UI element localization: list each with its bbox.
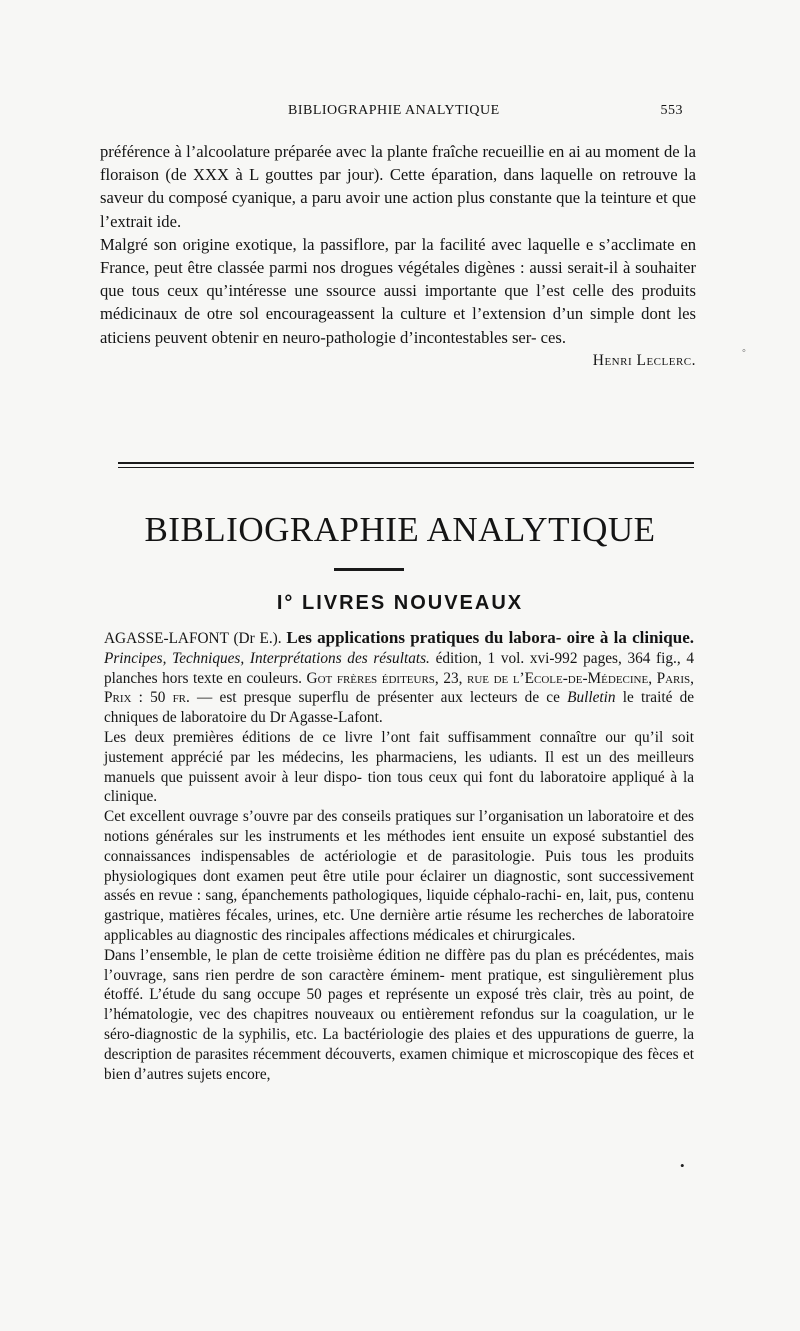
review-book-subtitle: Principes, Techniques, Interprétations des résultats.	[104, 649, 430, 667]
subsection-title: I° LIVRES NOUVEAUX	[276, 592, 524, 614]
intro-paragraph-1: préférence à l’alcoolature préparée avec la plante fraîche recueillie en ai au moment de la floraison (de XXX à L gouttes par jour). Cette éparation, dans laquelle on retrouve la saveur du composé cyanique, a paru avoir une action plus constante que la teinture et que l’extrait ide.	[100, 142, 696, 231]
review-publication: édition, 1 vol. xvi-992 pages, 364 fig., 4 planches hors texte en couleurs.	[104, 649, 695, 687]
review-paragraph-1: Les deux premières éditions de ce livre l’ont fait suffisamment connaître our qu’il soit justement apprécié par les médecins, les pharmaciens, les udiants. Il est un des meilleurs manuels que puissent avoir à leur dispo- tion tous ceux qui font du laboratoire appliqué à la clinique.	[104, 728, 694, 806]
section-title: BIBLIOGRAPHIE ANALYTIQUE	[144, 510, 656, 549]
review-book-title: Les applications pratiques du labora- oire à la clinique.	[286, 628, 694, 647]
review-lead-a: est presque superflu de présenter aux lecteurs de ce	[219, 689, 560, 707]
book-review	[104, 628, 694, 1084]
title-underline	[334, 568, 404, 571]
author-signature: Henri Leclerc.	[592, 351, 696, 369]
review-paragraph-2: Cet excellent ouvrage s’ouvre par des conseils pratiques sur l’organisation un laboratoire et des notions générales sur les instruments et les méthodes ient ensuite un exposé substantiel des connaissances indispensables de actériologie et de parasitologie. Puis tous les produits physiologiques dont examen peut être utile pour éclairer un diagnostic, sont successivement assés en revue : sang, épanchements pathologiques, liquide céphalo-rachi- en, lait, pus, contenu gastrique, matières fécales, urines, etc. Une dernière artie résume les recherches de laboratoire applicables au diagnostic des rincipales affections médicales et chirurgicales.	[104, 808, 694, 944]
page-number: 553	[660, 103, 683, 118]
review-author: AGASSE-LAFONT (Dr E.).	[104, 630, 282, 647]
intro-text	[100, 140, 696, 372]
running-title: BIBLIOGRAPHIE ANALYTIQUE	[288, 103, 500, 118]
ink-dot: •	[680, 1158, 685, 1173]
review-citation	[104, 628, 694, 728]
review-lead-b: le traité de chniques de laboratoire du Dr Agasse-Lafont.	[104, 689, 695, 727]
margin-mark: ◦	[742, 345, 746, 357]
intro-paragraph-2: Malgré son origine exotique, la passiflore, par la facilité avec laquelle e s’acclimate en France, peut être classée parmi nos drogues végétales digènes : aussi serait-il à souhaiter que tous ceux qu’intéresse une ssource aussi importante que l’est celle des produits médicinaux de otre sol encourageassent la culture et l’extension d’un simple dont les aticiens peuvent obtenir en neuro-pathologie d’incontestables ser- ces.	[100, 234, 696, 347]
review-bulletin: Bulletin	[567, 689, 616, 707]
section-divider-thin	[118, 467, 694, 468]
section-divider	[118, 462, 694, 464]
review-paragraph-3: Dans l’ensemble, le plan de cette troisième édition ne diffère pas du plan es précédentes, mais l’ouvrage, sans rien perdre de son caractère éminem- ment pratique, est singulièrement plus étoffé. L’étude du sang occupe 50 pages et représente un exposé très clair, très au point, de l’hématologie, vec des chapitres nouveaux ou entièrement refondus sur la coagulation, ur le séro-diagnostic de la syphilis, etc. La bactériologie des plaies et des uppurations de guerre, la description de parasites récemment découverts, examen chimique et microscopique des fèces et bien d’autres sujets encore,	[104, 946, 694, 1083]
review-publisher: Got frères éditeurs, 23, rue de l’Ecole-de-Médecine, Paris, Prix : 50 fr. —	[104, 669, 694, 707]
